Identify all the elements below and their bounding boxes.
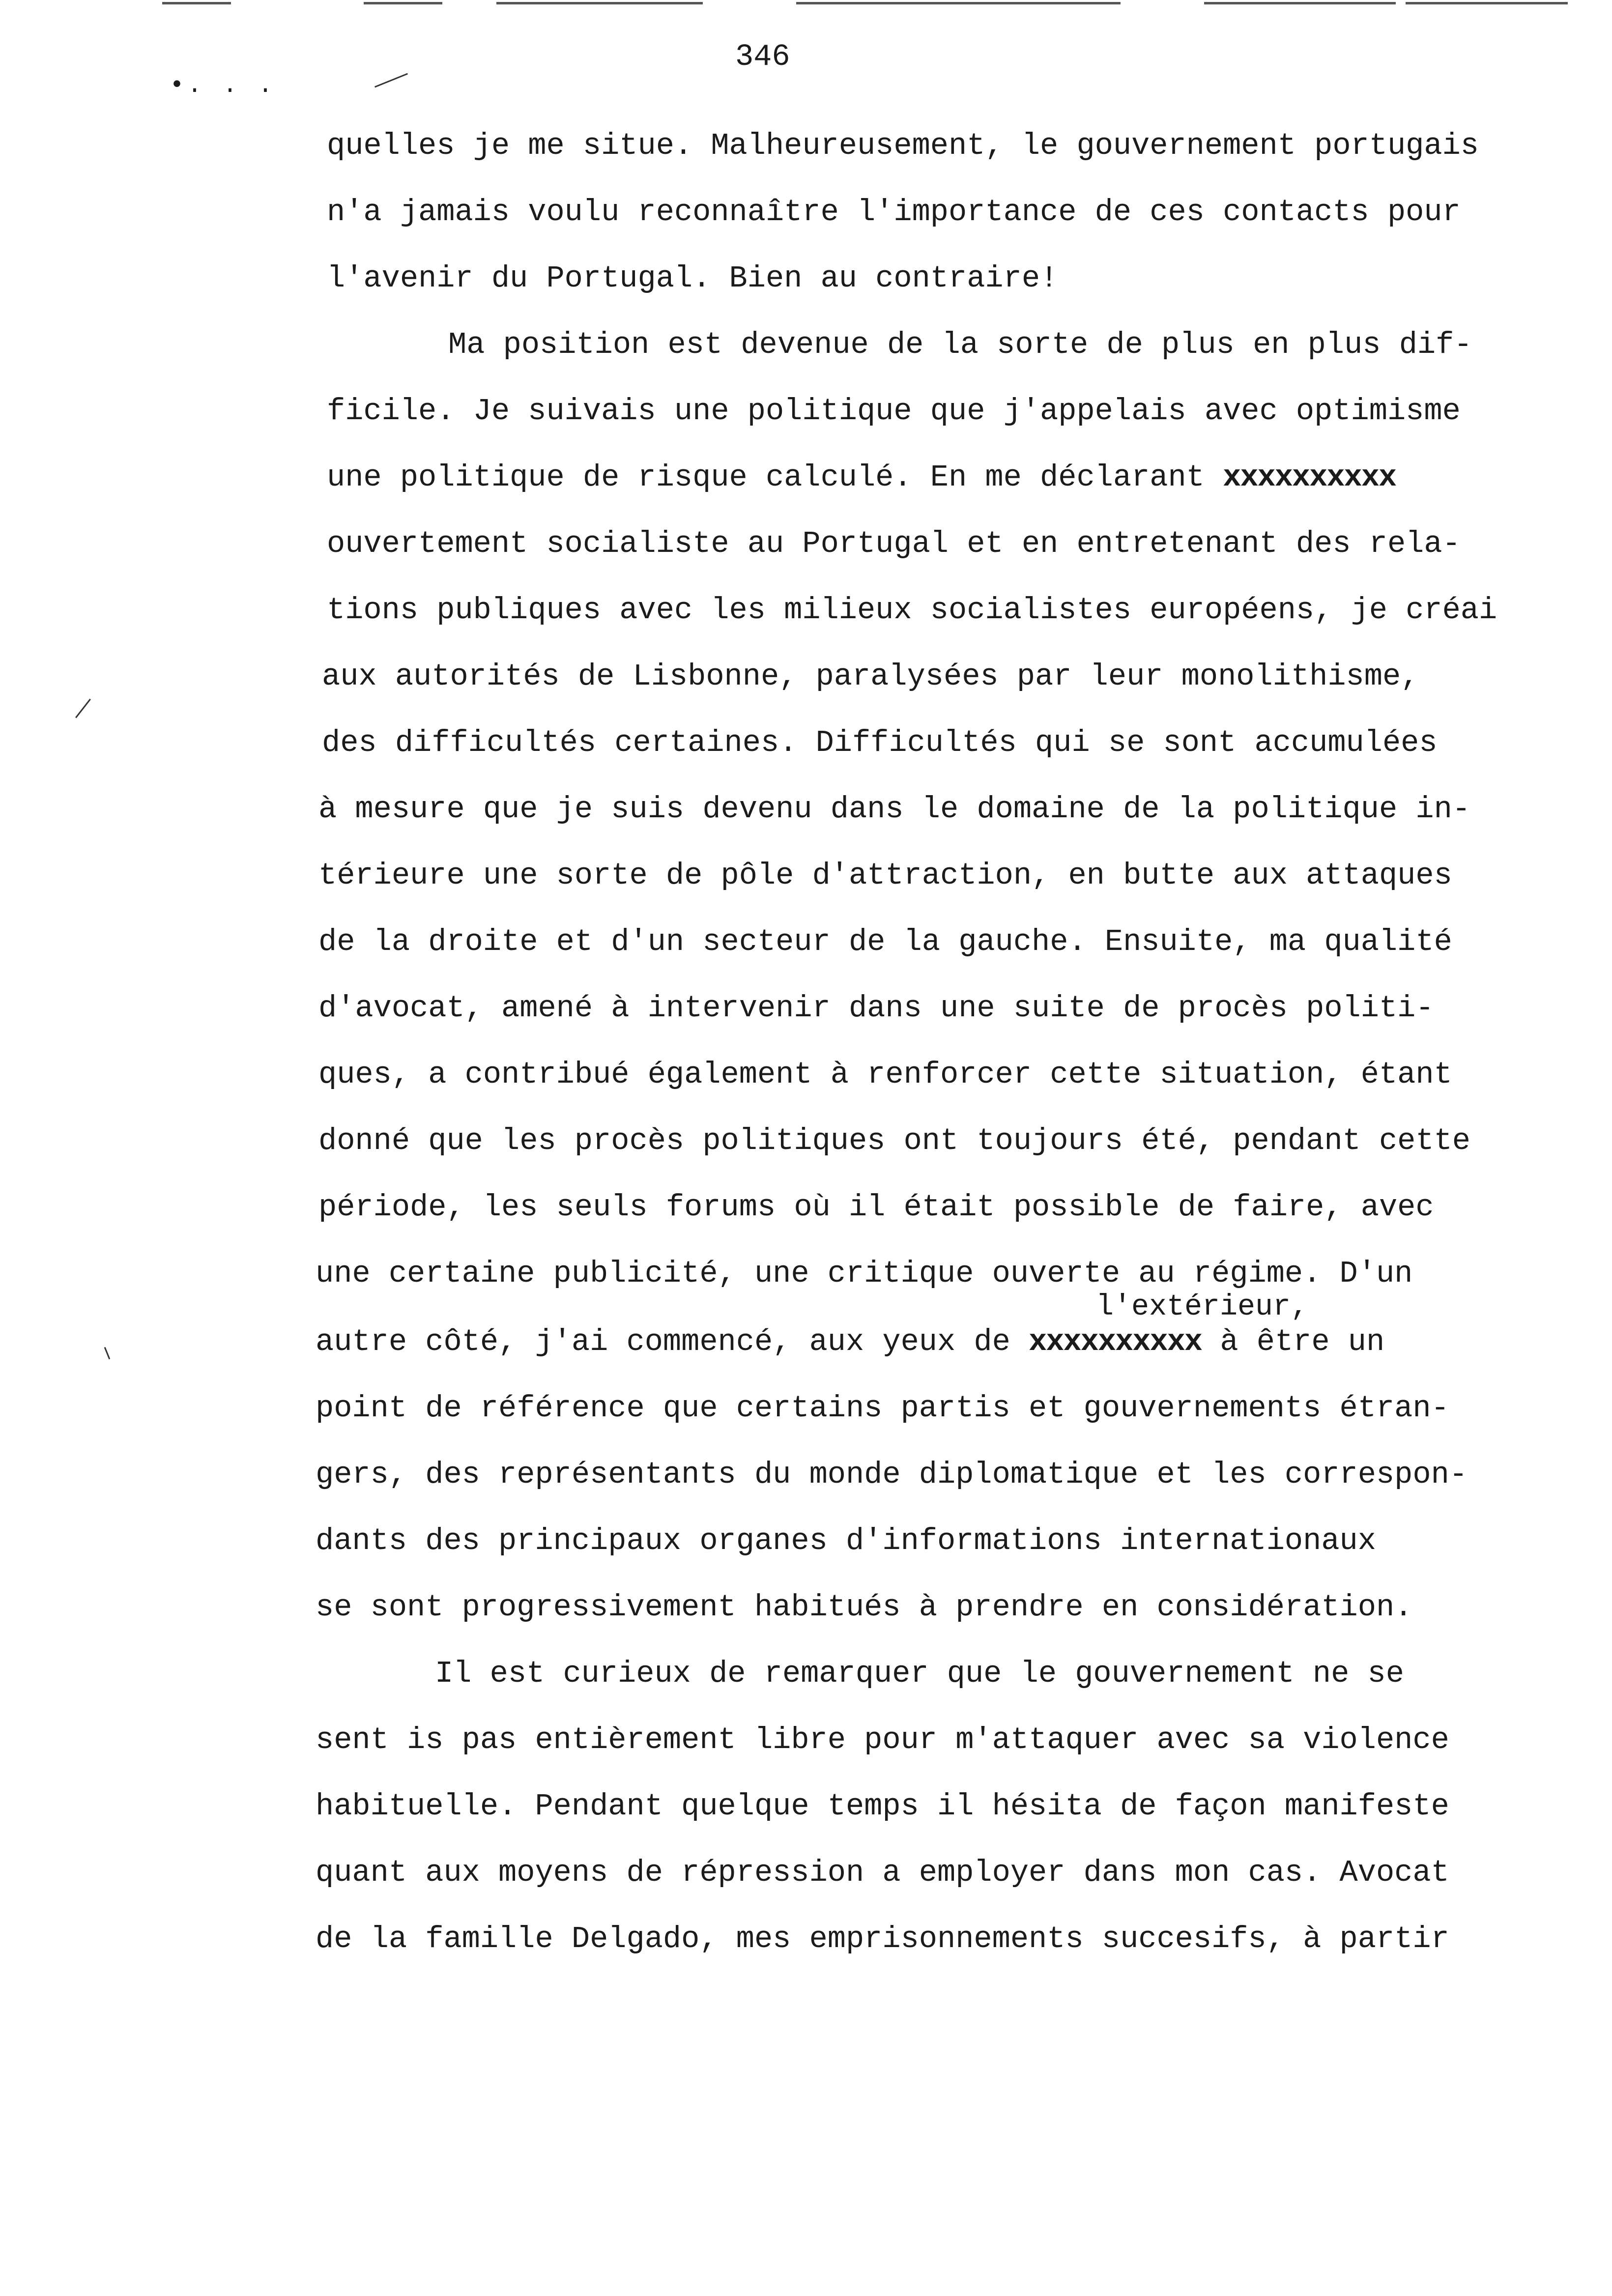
top-rule: [496, 2, 703, 4]
text-line: une certaine publicité, une critique ouverte au régime. D'un: [316, 1256, 1413, 1291]
page-number: 346: [735, 39, 790, 74]
handwritten-insertion: l'extérieur,: [1096, 1291, 1309, 1324]
text-line: ficile. Je suivais une politique que j'appelais avec optimisme: [327, 394, 1461, 429]
top-rule: [162, 2, 231, 4]
pen-stroke: [374, 73, 408, 88]
text-line: dants des principaux organes d'informations internationaux: [316, 1523, 1376, 1558]
text-line: [327, 462, 1396, 493]
top-rule: [796, 2, 919, 4]
pen-stroke: [104, 1347, 111, 1359]
text-line: habituelle. Pendant quelque temps il hésita de façon manifeste: [316, 1789, 1449, 1824]
text-line: quant aux moyens de répression a employer dans mon cas. Avocat: [316, 1855, 1449, 1890]
struck-word: xxxxxxxxxx: [1223, 460, 1396, 495]
text-line: de la famille Delgado, mes emprisonnements succesifs, à partir: [316, 1922, 1449, 1956]
text-line: gers, des représentants du monde diplomatique et les correspon-: [316, 1457, 1468, 1492]
text-line-part: une politique de risque calculé. En me déclarant: [327, 460, 1205, 495]
top-rule: [1204, 2, 1396, 4]
text-line: sent is pas entièrement libre pour m'attaquer avec sa violence: [316, 1722, 1449, 1757]
text-line: des difficultés certaines. Difficultés qui se sont accumulées: [322, 725, 1438, 760]
text-line: quelles je me situe. Malheureusement, le gouvernement portugais: [327, 128, 1479, 163]
text-line: ques, a contribué également à renforcer cette situation, étant: [318, 1057, 1452, 1092]
text-line: l'avenir du Portugal. Bien au contraire!: [327, 261, 1059, 296]
text-line: se sont progressivement habitués à prendre en considération.: [316, 1590, 1413, 1625]
text-line: n'a jamais voulu reconnaître l'importance de ces contacts pour: [327, 195, 1461, 230]
text-line: tions publiques avec les milieux socialistes européens, je créai: [327, 593, 1497, 628]
text-line-part: autre côté, j'ai commencé, aux yeux de: [316, 1324, 1010, 1359]
text-line: période, les seuls forums où il était possible de faire, avec: [318, 1190, 1434, 1225]
text-line: Il est curieux de remarquer que le gouvernement ne se: [435, 1656, 1404, 1691]
text-line: donné que les procès politiques ont toujours été, pendant cette: [318, 1123, 1470, 1158]
text-line: à mesure que je suis devenu dans le domaine de la politique in-: [318, 792, 1470, 827]
text-line: [316, 1324, 1385, 1359]
text-line: de la droite et d'un secteur de la gauche. Ensuite, ma qualité: [318, 924, 1452, 959]
top-rule: [364, 2, 442, 4]
text-line: aux autorités de Lisbonne, paralysées par leur monolithisme,: [322, 659, 1419, 694]
text-line: point de référence que certains partis et gouvernements étran-: [316, 1391, 1449, 1426]
struck-word: xxxxxxxxxx: [1029, 1324, 1202, 1359]
corner-mark: •. . .: [170, 72, 276, 100]
top-rule: [1406, 2, 1568, 4]
text-line: térieure une sorte de pôle d'attraction, en butte aux attaques: [318, 858, 1452, 893]
text-line-part: à être un: [1220, 1324, 1385, 1359]
pen-stroke: [75, 699, 91, 718]
text-line: Ma position est devenue de la sorte de plus en plus dif-: [448, 327, 1472, 362]
top-rule: [904, 2, 1121, 4]
text-line: d'avocat, amené à intervenir dans une suite de procès politi-: [318, 991, 1434, 1026]
text-line: ouvertement socialiste au Portugal et en entretenant des rela-: [327, 526, 1461, 561]
